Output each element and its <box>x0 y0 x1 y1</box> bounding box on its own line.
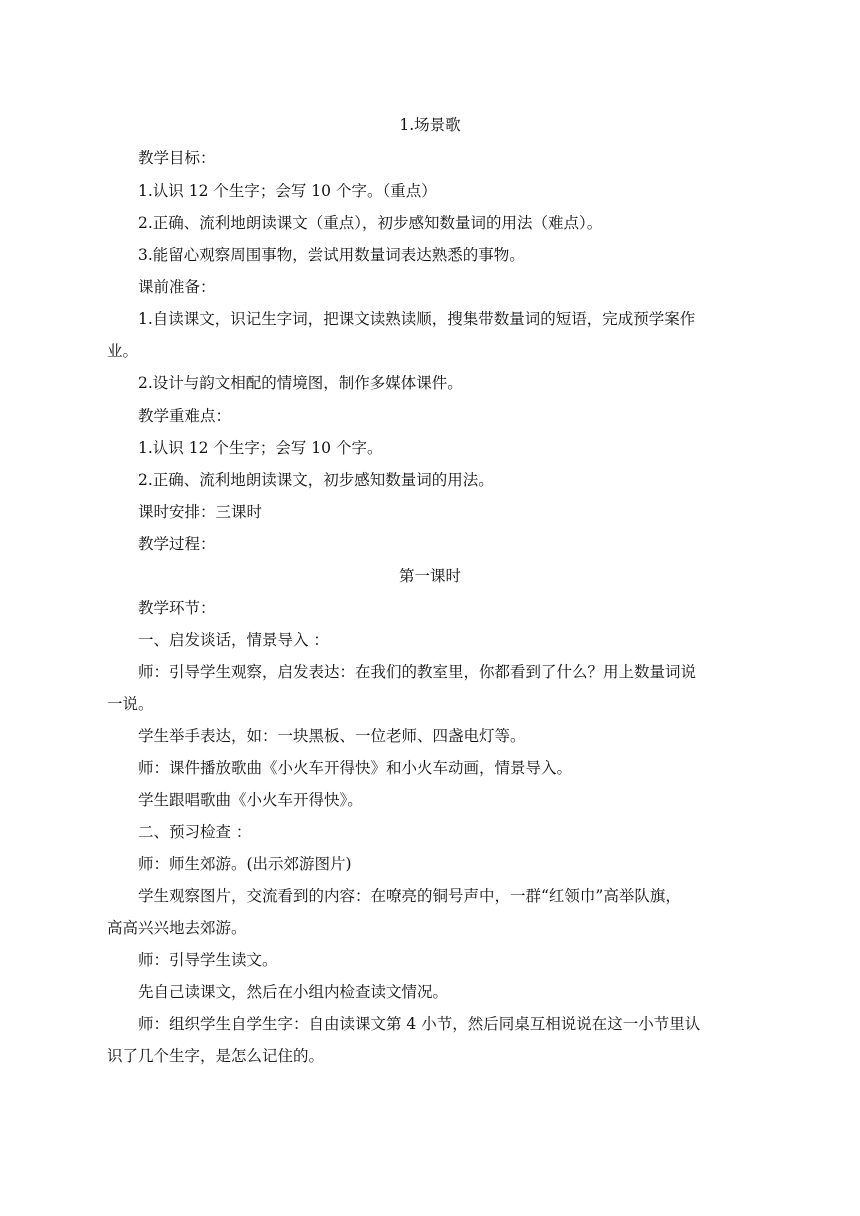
key-points-heading: 教学重难点： <box>138 407 232 425</box>
paragraph-line: 一说。 <box>107 695 154 713</box>
paragraph-line: 师：引导学生观察，启发表达：在我们的教室里，你都看到了什么？用上数量词说 <box>138 663 697 681</box>
paragraph: 师：引导学生读文。 <box>138 951 278 969</box>
paragraph-line: 师：组织学生自学生字：自由读课文第 4 小节，然后同桌互相说说在这一小节里认 <box>138 1015 701 1033</box>
goal-item: 3.能留心观察周围事物，尝试用数量词表达熟悉的事物。 <box>138 246 525 264</box>
section-heading: 一、启发谈话，情景导入 ： <box>138 631 329 649</box>
paragraph: 师：课件播放歌曲《小火车开得快》和小火车动画，情景导入。 <box>138 759 573 777</box>
paragraph: 先自己读课文，然后在小组内检查读文情况。 <box>138 983 449 1001</box>
prep-item-line: 1.自读课文，识记生字词，把课文读熟读顺，搜集带数量词的短语，完成预学案作 <box>138 310 696 328</box>
schedule: 课时安排：三课时 <box>138 503 263 521</box>
goal-item: 2.正确、流利地朗读课文（重点），初步感知数量词的用法（难点）。 <box>138 214 603 232</box>
paragraph-line: 学生观察图片，交流看到的内容：在嘹亮的铜号声中，一群“红领巾”高举队旗， <box>138 887 681 905</box>
prep-item-line: 业。 <box>107 342 139 360</box>
paragraph-line: 识了几个生字，是怎么记住的。 <box>107 1047 325 1065</box>
paragraph-line: 高高兴兴地去郊游。 <box>107 919 247 937</box>
steps-heading: 教学环节： <box>138 599 216 617</box>
prep-heading: 课前准备： <box>138 278 216 296</box>
lesson-title: 1.场景歌 <box>399 116 461 134</box>
key-point-item: 2.正确、流利地朗读课文，初步感知数量词的用法。 <box>138 471 494 489</box>
key-point-item: 1.认识 12 个生字；会写 10 个字。 <box>138 439 383 457</box>
goal-item: 1.认识 12 个生字；会写 10 个字。（重点） <box>138 182 437 200</box>
prep-item: 2.设计与韵文相配的情境图，制作多媒体课件。 <box>138 374 463 392</box>
paragraph: 师：师生郊游。(出示郊游图片) <box>138 855 352 873</box>
process-heading: 教学过程： <box>138 535 216 553</box>
lesson-subtitle: 第一课时 <box>398 567 461 585</box>
paragraph: 学生跟唱歌曲《小火车开得快》。 <box>138 791 363 809</box>
section-heading: 二、预习检查 ： <box>138 823 252 841</box>
paragraph: 学生举手表达，如：一块黑板、一位老师、四盏电灯等。 <box>138 727 526 745</box>
goals-heading: 教学目标： <box>138 149 216 167</box>
